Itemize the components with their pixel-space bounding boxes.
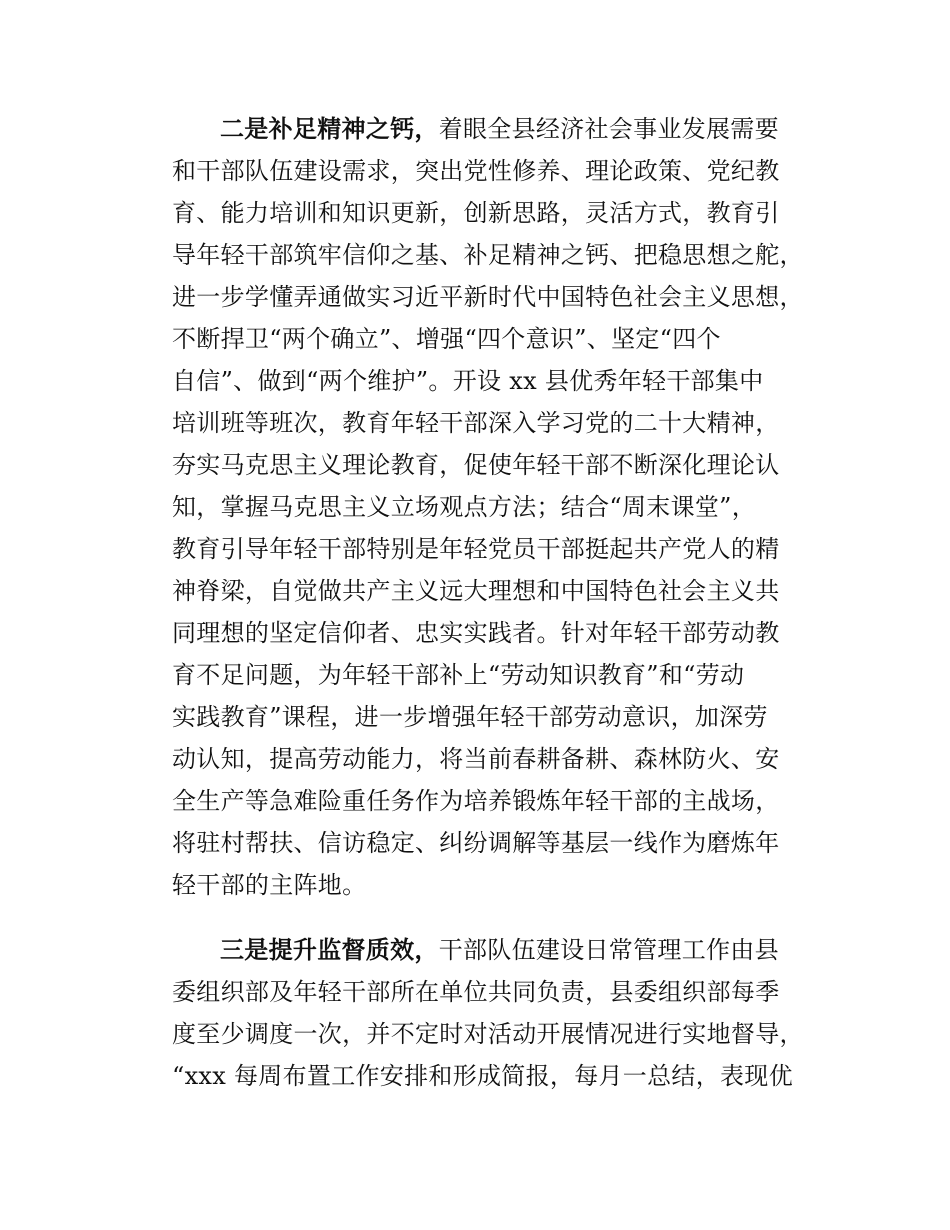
paragraph-lead-heading: 三是提升监督质效， — [220, 936, 439, 964]
text-line: 导年轻干部筑牢信仰之基、补足精神之钙、把稳思想之舵， — [172, 241, 804, 269]
text-line: 委组织部及年轻干部所在单位共同负责，县委组织部每季 — [172, 978, 780, 1006]
text-line: 不断捍卫“两个确立”、增强“四个意识”、坚定“四个 — [172, 325, 721, 353]
text-line: 实践教育”课程，进一步增强年轻干部劳动意识，加深劳 — [172, 703, 768, 731]
text-line: 轻干部的主阵地。 — [172, 871, 367, 899]
text-line: 夯实马克思主义理论教育，促使年轻干部不断深化理论认 — [172, 451, 780, 479]
text-line: 教育引导年轻干部特别是年轻党员干部挺起共产党人的精 — [172, 535, 780, 563]
paragraph-first-line — [172, 108, 812, 150]
text-line: 同理想的坚定信仰者、忠实实践者。针对年轻干部劳动教 — [172, 619, 780, 647]
text-line: 将驻村帮扶、信访稳定、纠纷调解等基层一线作为磨炼年 — [172, 829, 780, 857]
text-line: 全生产等急难险重任务作为培养锻炼年轻干部的主战场， — [172, 787, 780, 815]
paragraph-supplement-spirit — [172, 108, 812, 906]
text-line: 和干部队伍建设需求，突出党性修养、理论政策、党纪教 — [172, 157, 780, 185]
paragraph-lead-heading: 二是补足精神之钙， — [220, 115, 439, 143]
text-line: 培训班等班次，教育年轻干部深入学习党的二十大精神， — [172, 409, 780, 437]
text-line: “xxx 每周布置工作安排和形成简报，每月一总结，表现优 — [172, 1062, 793, 1090]
text-line: 育、能力培训和知识更新，创新思路，灵活方式，教育引 — [172, 199, 780, 227]
paragraph-text: 着眼全县经济社会事业发展需要 — [438, 115, 779, 143]
text-line: 动认知，提高劳动能力，将当前春耕备耕、森林防火、安 — [172, 745, 780, 773]
text-line: 神脊梁，自觉做共产主义远大理想和中国特色社会主义共 — [172, 577, 780, 605]
text-line: 自信”、做到“两个维护”。开设 xx 县优秀年轻干部集中 — [172, 367, 764, 395]
text-line: 进一步学懂弄通做实习近平新时代中国特色社会主义思想， — [172, 283, 804, 311]
text-line: 度至少调度一次，并不定时对活动开展情况进行实地督导， — [172, 1020, 804, 1048]
text-line: 知，掌握马克思主义立场观点方法；结合“周末课堂”， — [172, 493, 757, 521]
paragraph-first-line — [172, 929, 812, 971]
paragraph-text: 干部队伍建设日常管理工作由县 — [438, 936, 779, 964]
text-line: 育不足问题，为年轻干部补上“劳动知识教育”和“劳动 — [172, 661, 745, 689]
paragraph-improve-supervision — [172, 929, 812, 1097]
